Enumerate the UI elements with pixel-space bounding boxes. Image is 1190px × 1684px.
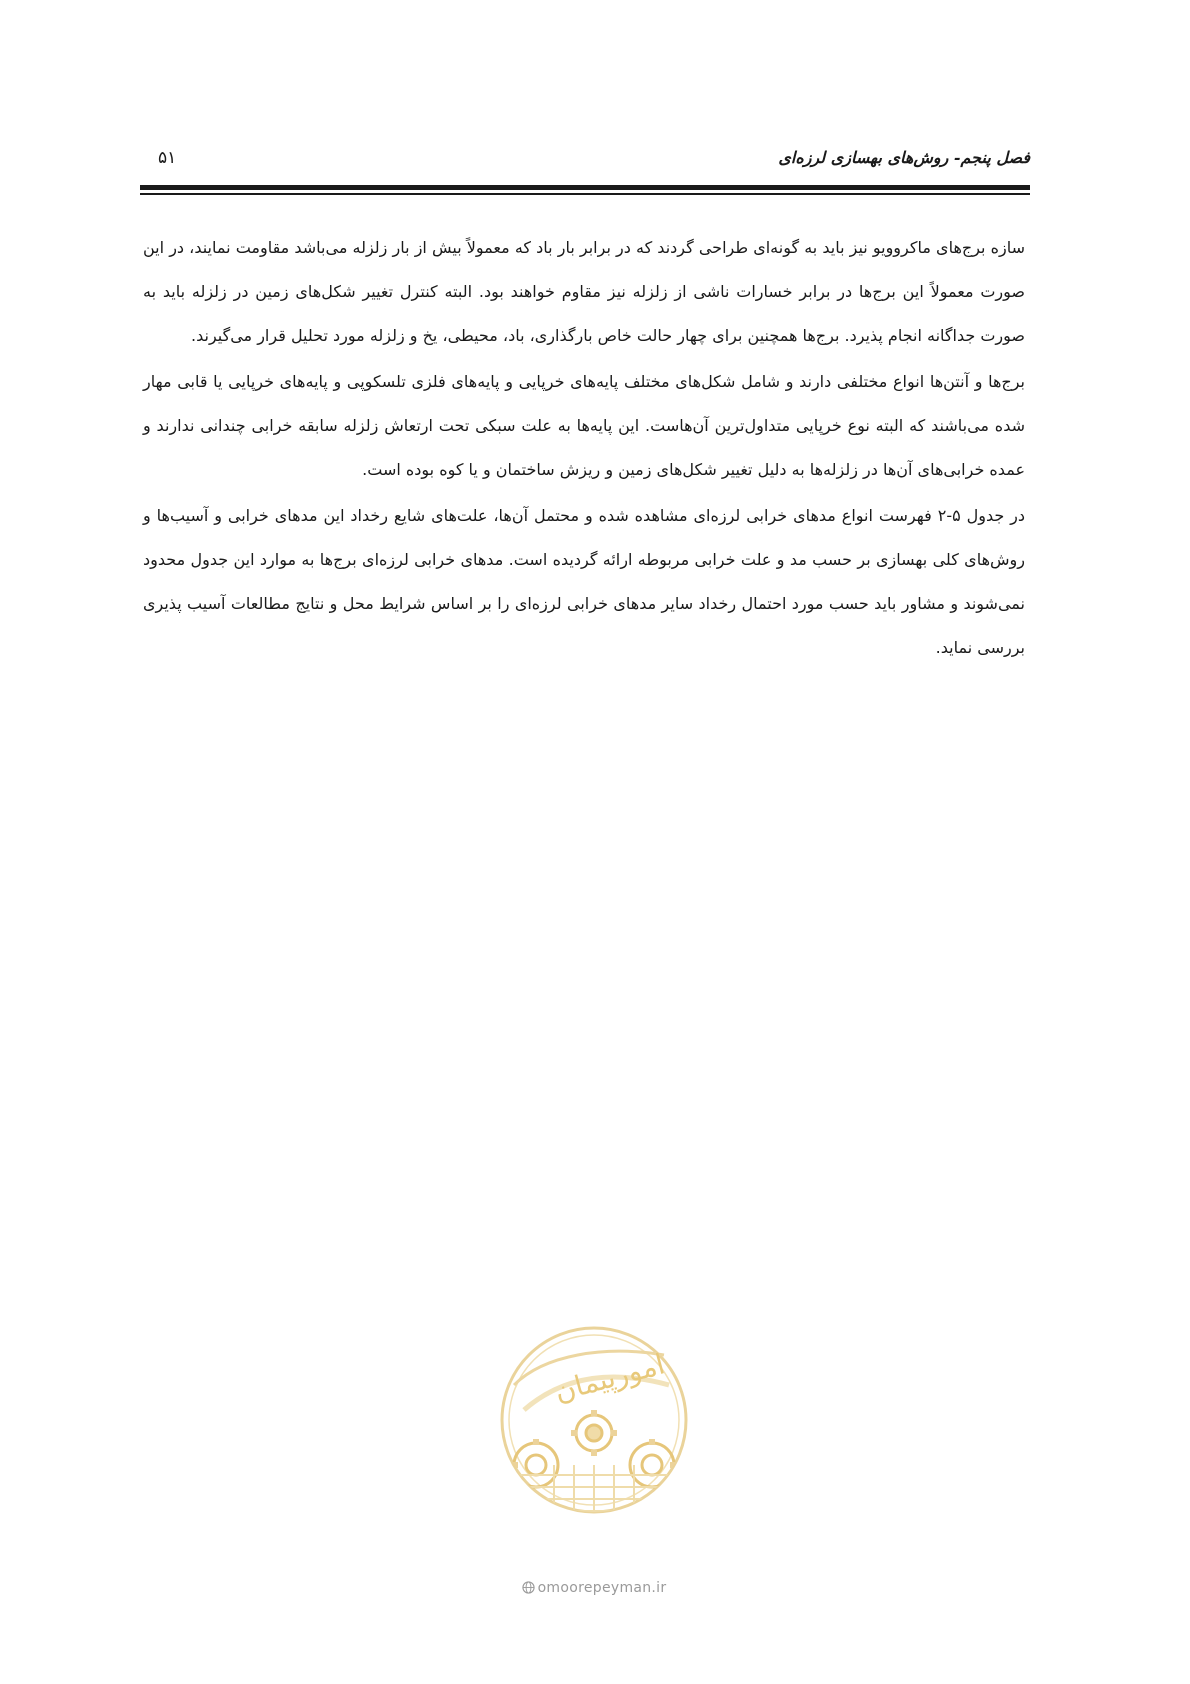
paragraph-2: برج‌ها و آنتن‌ها انواع مختلفی دارند و شامل شکل‌های مختلف پایه‌های خرپایی و پایه‌های فلزی تلسکوپی و پایه‌های خرپایی یا قابی مهار شده می‌باشند که البته نوع خرپایی متداول‌ترین آن‌هاست. این پایه‌ها به علت سبکی تحت ارتعاش زلزله سابقه خرابی چندانی ندارند و عمده خرابی‌های آن‌ها در زلزله‌ها به دلیل تغییر شکل‌های زمین و ریزش ساختمان و یا کوه بوده است. — [143, 372, 1025, 479]
page-header — [140, 148, 1030, 178]
watermark-url-text: omoorepeyman.ir — [537, 1580, 667, 1596]
globe-icon — [522, 1581, 535, 1594]
chapter-title: فصل پنجم- روش‌های بهسازی لرزه‌ای — [778, 148, 1030, 167]
header-rule-thick — [140, 185, 1030, 190]
header-rule-thin — [140, 193, 1030, 195]
svg-text:امورپیمان: امورپیمان — [551, 1347, 669, 1409]
paragraph-1: سازه برج‌های ماکروویو نیز باید به گونه‌ای طراحی گردند که در برابر بار باد که معمولاً بیش از بار زلزله می‌باشد مقاومت نمایند، در این صورت معمولاً این برج‌ها در برابر خسارات ناشی از زلزله نیز مقاوم خواهند بود. البته کنترل تغییر شکل‌های زمین در زلزله باید به صورت جداگانه انجام پذیرد. برج‌ها همچنین برای چهار حالت خاص بارگذاری، باد، محیطی، یخ و زلزله مورد تحلیل قرار می‌گیرند. — [143, 238, 1025, 345]
page-number: ۵۱ — [158, 148, 177, 168]
watermark-logo — [494, 1315, 694, 1575]
body-text — [143, 226, 1025, 670]
paragraph-3: در جدول ۵-۲ فهرست انواع مدهای خرابی لرزه‌ای مشاهده شده و محتمل آن‌ها، علت‌های شایع رخداد این مدهای خرابی و آسیب‌ها و روش‌های کلی بهسازی بر حسب مد و علت خرابی مربوطه ارائه گردیده است. مدهای خرابی لرزه‌ای برج‌ها به موارد این جدول محدود نمی‌شوند و مشاور باید حسب مورد احتمال رخداد سایر مدهای خرابی لرزه‌ای را بر اساس شرایط محل و نتایج مطالعات آسیب پذیری بررسی نماید. — [143, 506, 1025, 657]
watermark-url — [494, 1580, 694, 1596]
